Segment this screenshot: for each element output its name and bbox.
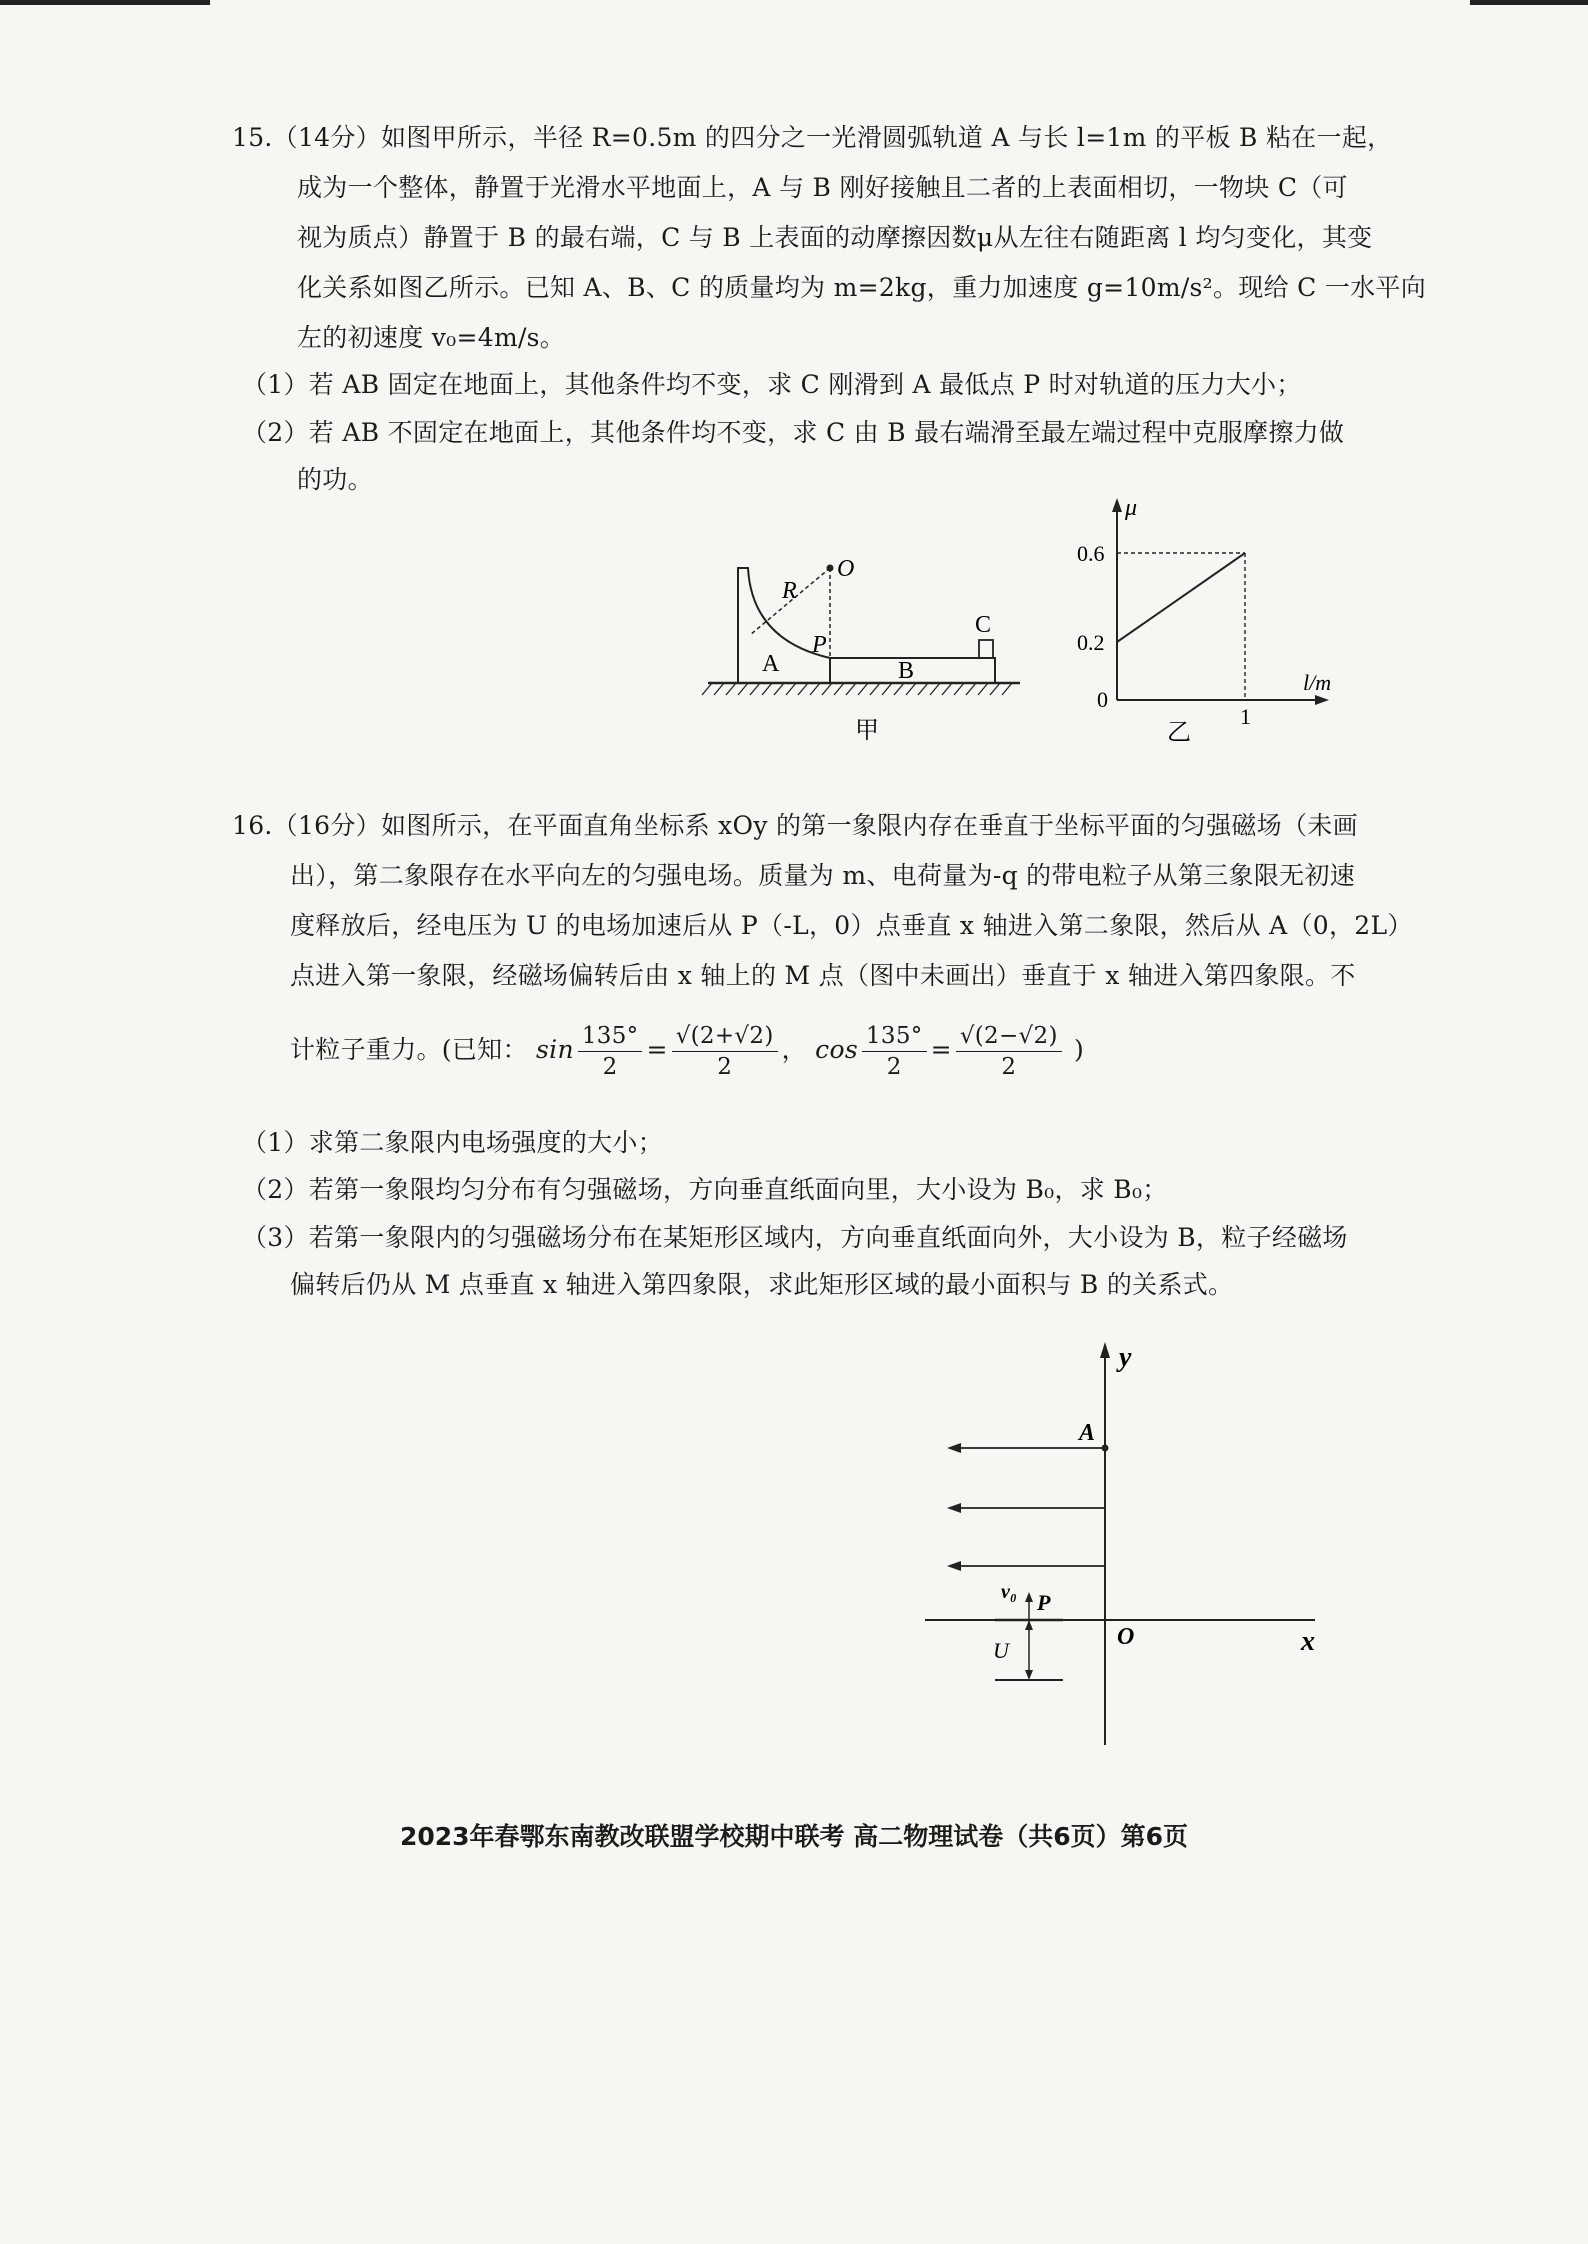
figure-yi — [1065, 490, 1350, 755]
close-paren: ) — [1073, 1035, 1085, 1064]
tick-1: 1 — [1240, 704, 1251, 729]
label-p: P — [1037, 1590, 1051, 1615]
tick-02: 0.2 — [1077, 630, 1105, 655]
field-arrow-1 — [947, 1443, 961, 1453]
label-o: O — [837, 556, 855, 582]
q16-line-4: 点进入第一象限，经磁场偏转后由 x 轴上的 M 点（图中未画出）垂直于 x 轴进入第四象限。不 — [290, 961, 1356, 990]
sin-angle-den: 2 — [602, 1054, 618, 1080]
q16-line-1: 16.（16分）如图所示，在平面直角坐标系 xOy 的第一象限内存在垂直于坐标平面的匀强磁场（未画 — [232, 811, 1358, 840]
q15-part-2b: 的功。 — [297, 465, 373, 494]
sin-value-num: √(2+√2) — [672, 1021, 778, 1052]
field-arrow-2 — [947, 1503, 961, 1513]
q16-line-5 — [290, 1020, 1084, 1082]
scan-edge-left — [0, 0, 210, 5]
q15-line-3: 视为质点）静置于 B 的最右端，C 与 B 上表面的动摩擦因数μ从左往右随距离 l 均匀变化，其变 — [297, 223, 1373, 252]
axis-l: l/m — [1303, 670, 1332, 695]
q16-line-5-prefix: 计粒子重力。(已知： — [290, 1035, 528, 1064]
sin-label: sin — [536, 1035, 574, 1064]
q16-part-1: （1）求第二象限内电场强度的大小； — [242, 1128, 664, 1157]
ground-hatch — [702, 683, 1012, 695]
q16-part-3b: 偏转后仍从 M 点垂直 x 轴进入第四象限，求此矩形区域的最小面积与 B 的关系式。 — [290, 1270, 1234, 1299]
field-arrow-3 — [947, 1561, 961, 1571]
label-c: C — [975, 612, 992, 638]
mu-line — [1117, 553, 1245, 642]
cos-value-num: √(2−√2) — [956, 1021, 1062, 1052]
sin-value-den: 2 — [717, 1054, 733, 1080]
sin-value-frac — [672, 1021, 778, 1082]
label-a: A — [1079, 1420, 1096, 1446]
q15-part-2a: （2）若 AB 不固定在地面上，其他条件均不变，求 C 由 B 最右端滑至最左端过程中克服摩擦力做 — [242, 418, 1345, 447]
figure-q16 — [915, 1330, 1335, 1760]
scan-edge-right — [1470, 0, 1588, 5]
label-o: O — [1117, 1624, 1135, 1650]
cos-angle-num: 135° — [862, 1021, 927, 1052]
cos-value-den: 2 — [1001, 1054, 1017, 1080]
cos-eq: = — [930, 1035, 952, 1064]
q15-part-1: （1）若 AB 固定在地面上，其他条件均不变，求 C 刚滑到 A 最低点 P 时对轨道的压力大小； — [242, 370, 1302, 399]
sin-angle-num: 135° — [578, 1021, 643, 1052]
q15-line-1: 15.（14分）如图甲所示，半径 R=0.5m 的四分之一光滑圆弧轨道 A 与长 l=1m 的平板 B 粘在一起， — [232, 123, 1393, 152]
label-b: B — [898, 658, 915, 684]
axis-mu: μ — [1125, 495, 1138, 521]
field-lines — [955, 1448, 1105, 1566]
sin-angle-frac — [578, 1021, 643, 1082]
cos-value-frac — [956, 1021, 1062, 1082]
figure-jia — [690, 540, 1030, 750]
cos-angle-frac — [862, 1021, 927, 1082]
cos-angle-den: 2 — [886, 1054, 902, 1080]
caption-yi: 乙 — [1167, 720, 1191, 746]
label-a: A — [762, 651, 780, 677]
sin-eq: = — [646, 1035, 668, 1064]
block-c — [979, 640, 993, 658]
q16-part-2: （2）若第一象限均匀分布有匀强磁场，方向垂直纸面向里，大小设为 B₀，求 B₀； — [242, 1175, 1168, 1204]
caption-jia: 甲 — [855, 718, 879, 744]
label-p: P — [812, 632, 827, 658]
q15-line-5: 左的初速度 v₀=4m/s。 — [297, 323, 566, 352]
q16-line-2: 出），第二象限存在水平向左的匀强电场。质量为 m、电荷量为-q 的带电粒子从第三象限无初速 — [290, 861, 1356, 890]
axis-x-label: x — [1301, 1626, 1315, 1657]
q16-line-3: 度释放后，经电压为 U 的电场加速后从 P（-L，0）点垂直 x 轴进入第二象限，然后从 A（0，2L） — [290, 911, 1413, 940]
page-footer: 2023年春鄂东南教改联盟学校期中联考 高二物理试卷（共6页）第6页 — [399, 1822, 1189, 1851]
q15-line-2: 成为一个整体，静置于光滑水平地面上，A 与 B 刚好接触且二者的上表面相切，一物块 C（可 — [297, 173, 1348, 202]
tick-06: 0.6 — [1077, 541, 1105, 566]
point-a-dot — [1102, 1445, 1109, 1452]
tick-0: 0 — [1097, 687, 1108, 712]
label-v0: v₀ — [1001, 1581, 1017, 1603]
label-r: R — [782, 578, 797, 604]
axis-y-label: y — [1119, 1342, 1132, 1373]
cos-label: cos — [815, 1035, 858, 1064]
center-o-dot — [827, 565, 834, 572]
sin-cos-comma: ， — [781, 1035, 807, 1064]
q16-part-3a: （3）若第一象限内的匀强磁场分布在某矩形区域内，方向垂直纸面向外，大小设为 B，粒子经磁场 — [242, 1223, 1348, 1252]
label-u: U — [993, 1638, 1009, 1663]
q15-line-4: 化关系如图乙所示。已知 A、B、C 的质量均为 m=2kg，重力加速度 g=10m/s²。现给 C 一水平向 — [297, 273, 1427, 302]
